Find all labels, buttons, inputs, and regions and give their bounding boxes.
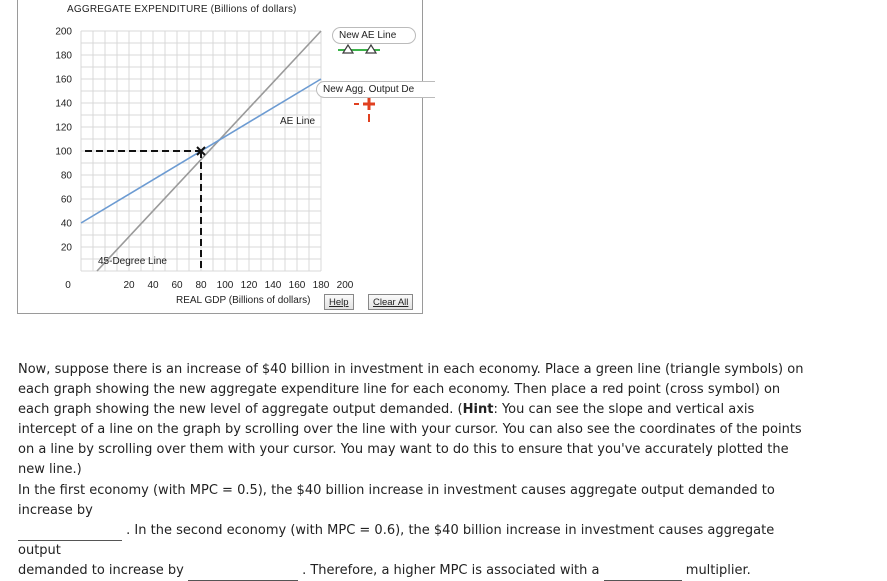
x-tick-label: 180 bbox=[312, 280, 330, 291]
answer-blank-2[interactable] bbox=[188, 566, 298, 581]
question-paragraph bbox=[18, 481, 818, 581]
y-tick-label: 20 bbox=[60, 242, 72, 254]
y-tick-label: 80 bbox=[60, 170, 72, 182]
y-tick-label: 200 bbox=[55, 26, 72, 38]
x-tick-label: 200 bbox=[336, 280, 354, 291]
y-tick-label: 180 bbox=[55, 50, 72, 62]
y-tick-label: 120 bbox=[55, 122, 72, 134]
y-axis-title: AGGREGATE EXPENDITURE (Billions of dollars) bbox=[67, 4, 297, 15]
y-tick-label: 100 bbox=[55, 146, 72, 158]
question-text-5: multiplier. bbox=[685, 563, 751, 578]
question-text-3: demanded to increase by bbox=[18, 563, 184, 578]
legend-new-ae-label: New AE Line bbox=[339, 30, 397, 41]
x-tick-label: 120 bbox=[240, 280, 258, 291]
ae-line-label: AE Line bbox=[280, 116, 316, 127]
question-text-1: In the first economy (with MPC = 0.5), the $40 billion increase in investment causes aggregate output demanded to increase by bbox=[18, 483, 775, 518]
y-tick-label: 60 bbox=[60, 194, 72, 206]
instructions-paragraph bbox=[18, 360, 808, 480]
legend-new-output-label: New Agg. Output De bbox=[323, 84, 415, 95]
answer-blank-3[interactable] bbox=[604, 566, 682, 581]
line-45-label: 45-Degree Line bbox=[98, 256, 167, 267]
new-ae-triangle-tool[interactable] bbox=[336, 42, 382, 56]
clear-all-button[interactable]: Clear All bbox=[368, 294, 413, 310]
graph-panel bbox=[17, 0, 423, 314]
question-text-4: . Therefore, a higher MPC is associated with a bbox=[302, 563, 600, 578]
x-tick-label: 100 bbox=[216, 280, 234, 291]
x-tick-label: 160 bbox=[288, 280, 306, 291]
y-tick-label: 160 bbox=[55, 74, 72, 86]
help-button[interactable]: Help bbox=[324, 294, 354, 310]
instructions-text: Now, suppose there is an increase of $40 billion in investment in each economy. Place a green line (triangle symbols) on each graph showing the new aggregate expenditure line for each economy. Then place a red point (cross symbol) on each graph showing the new level of aggregate output demanded. ( bbox=[18, 362, 804, 417]
x-tick-label: 60 bbox=[171, 280, 183, 291]
x-tick-label: 40 bbox=[147, 280, 159, 291]
y-tick-label: 40 bbox=[60, 218, 72, 230]
x-tick-label: 20 bbox=[123, 280, 135, 291]
new-output-cross-tool[interactable] bbox=[353, 96, 377, 124]
hint-label: Hint bbox=[462, 402, 494, 417]
x-tick-label: 140 bbox=[264, 280, 282, 291]
answer-blank-1[interactable] bbox=[18, 526, 122, 541]
instructions-text-end: : You can see the slope and vertical axis intercept of a line on the graph by scrolling over the line with your cursor. You can also see the coordinates of the points on a line by scrolling over them with your cursor. You may want to do this to ensure that you've accurately plotted the new line.) bbox=[18, 402, 802, 477]
x-tick-label: 80 bbox=[195, 280, 207, 291]
question-text-2: . In the second economy (with MPC = 0.6), the $40 billion increase in investment causes aggregate output bbox=[18, 523, 775, 558]
y-tick-label: 140 bbox=[55, 98, 72, 110]
x-axis-title: REAL GDP (Billions of dollars) bbox=[176, 295, 311, 306]
x-tick-label: 0 bbox=[65, 280, 71, 291]
